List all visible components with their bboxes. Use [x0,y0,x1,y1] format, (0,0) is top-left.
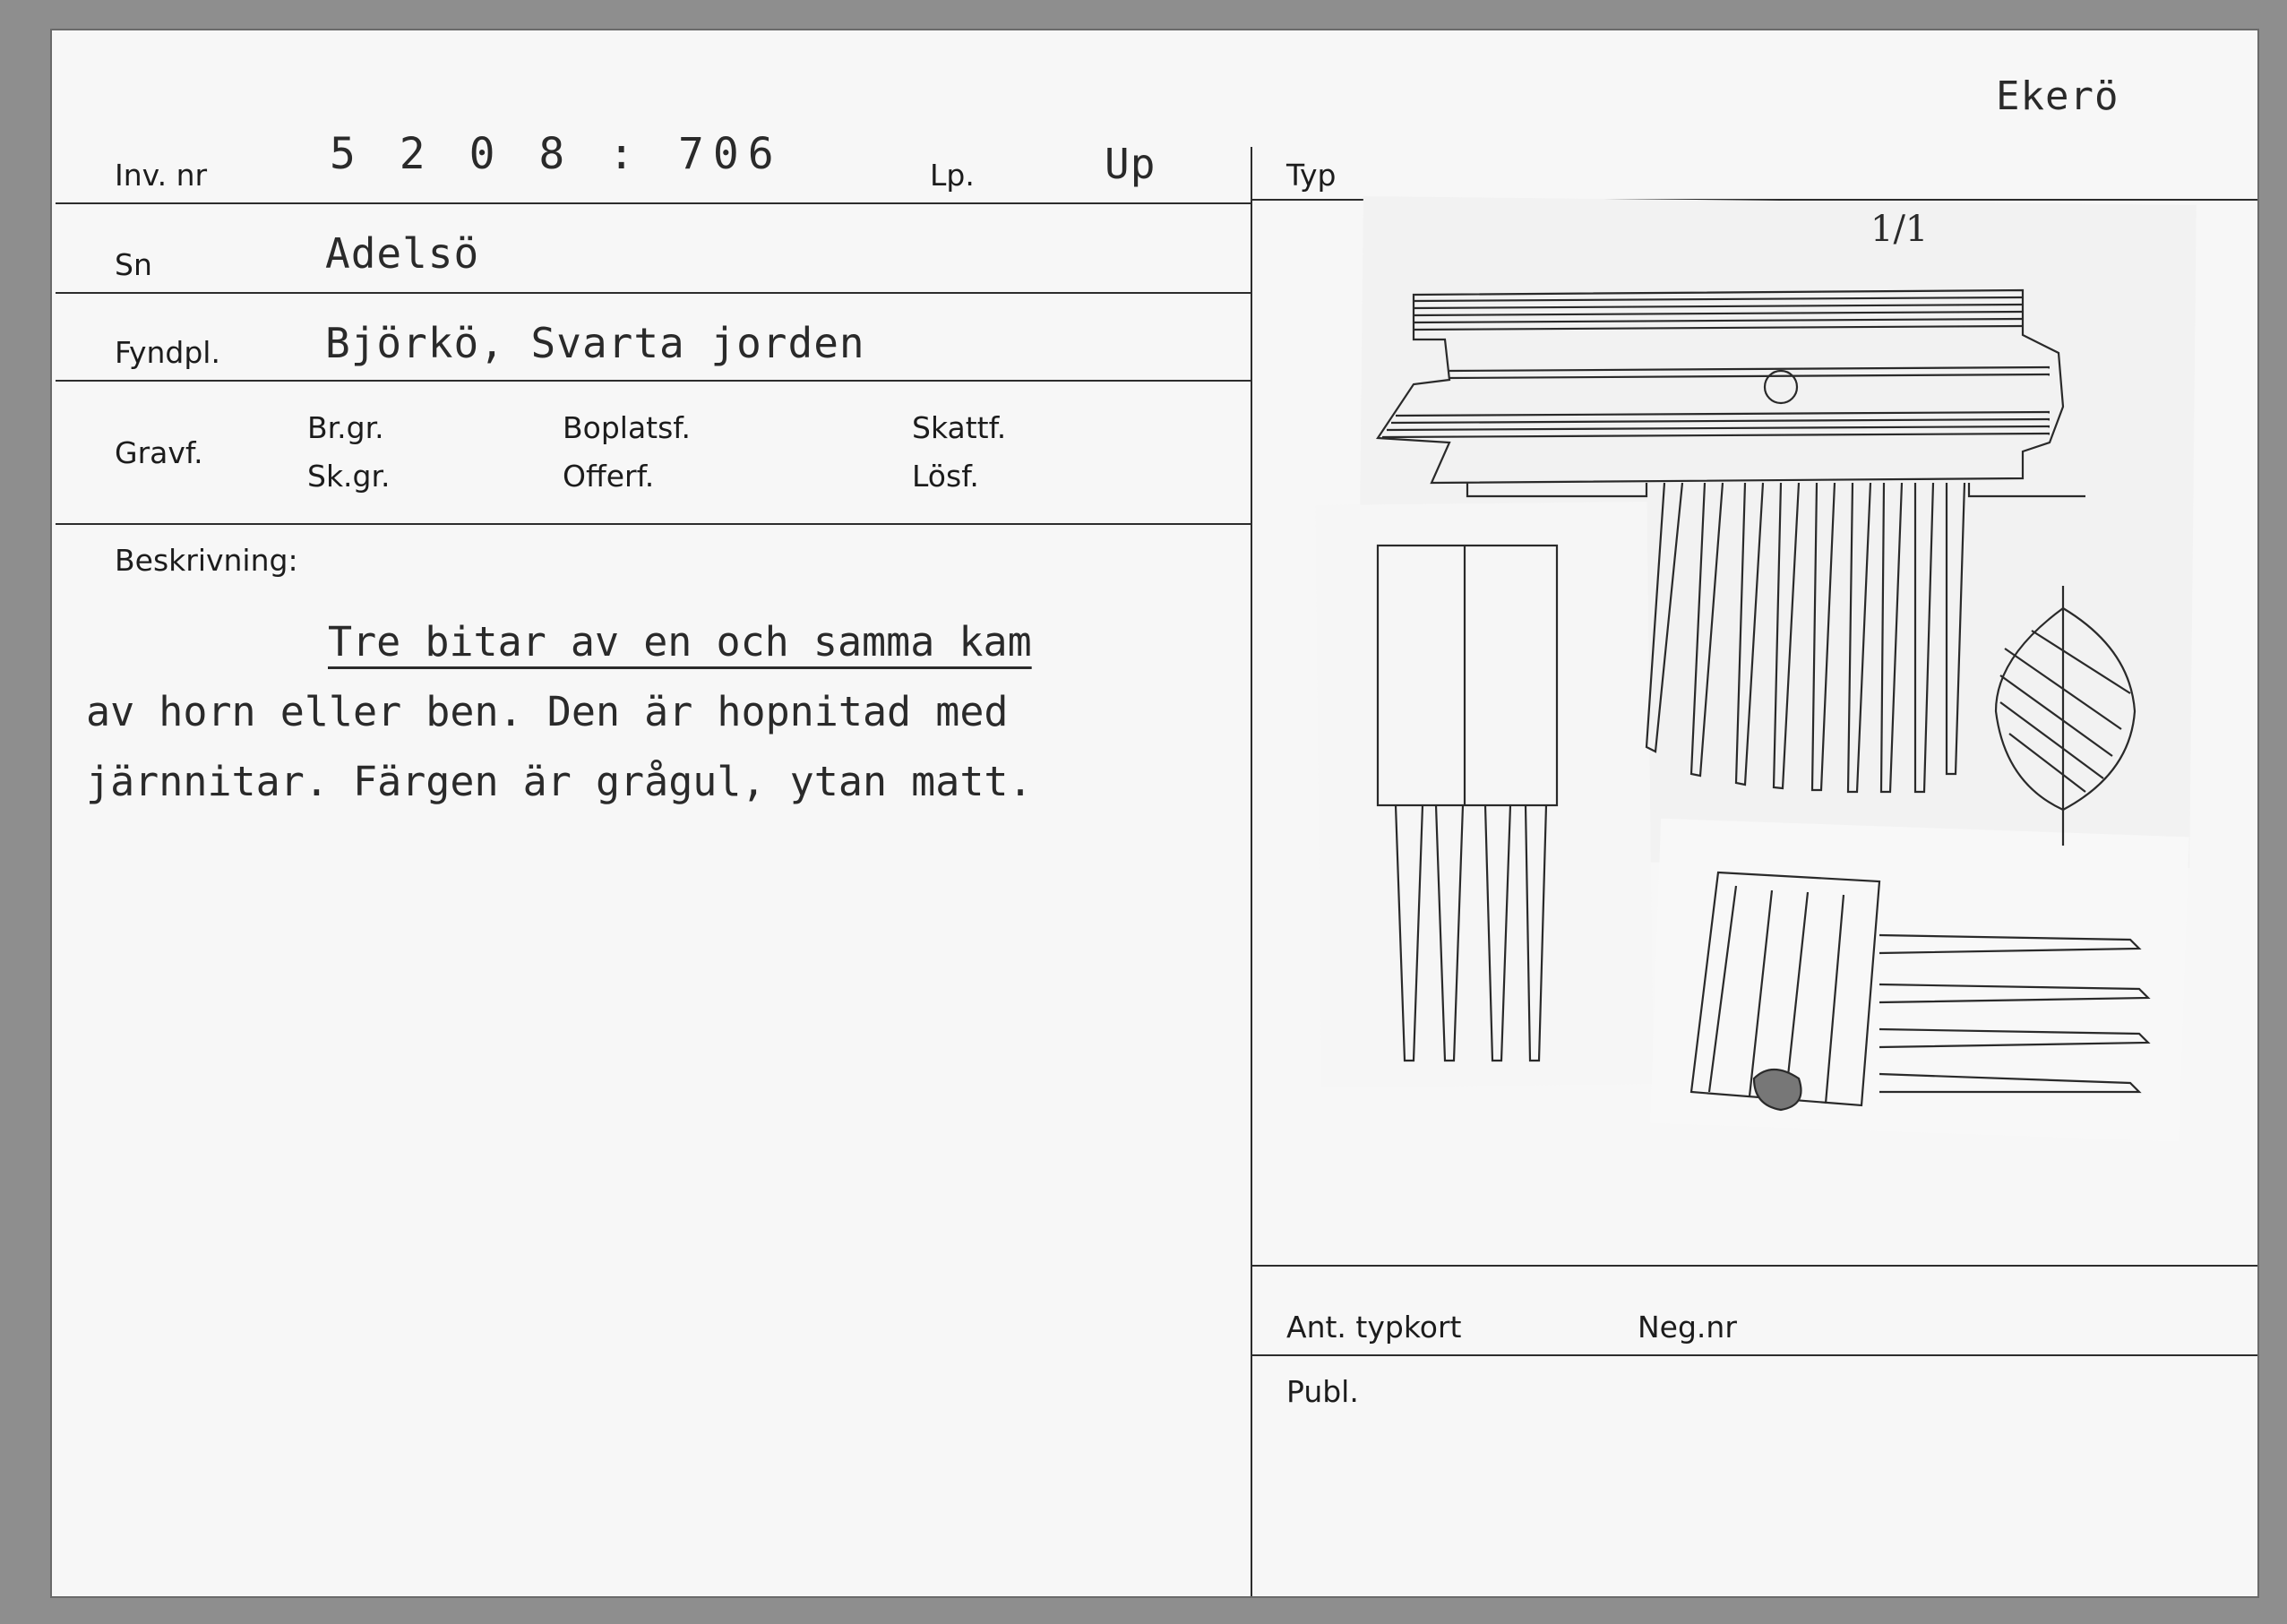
scale-label: 1/1 [1870,209,1929,250]
comb-drawings [52,30,2257,1596]
typ-label: Typ [1286,158,1337,193]
description-line-1: Tre bitar av en och samma kam [328,618,1032,666]
comb-cross-section-drawing [1996,586,2135,846]
catalog-card [52,30,2257,1596]
losf-label: Lösf. [912,459,979,494]
description-line-3: järnnitar. Färgen är grågul, ytan matt. [86,758,1033,805]
sn-label: Sn [115,247,152,282]
gravf-label: Gravf. [115,435,203,470]
description-line-2: av horn eller ben. Den är hopnitad med [86,688,1009,735]
inv-label: Inv. nr [115,158,208,193]
skgr-label: Sk.gr. [307,459,391,494]
skattf-label: Skattf. [912,410,1007,445]
brgr-label: Br.gr. [307,410,384,445]
fyndpl-value: Björkö, Svarta jorden [325,319,865,367]
neg-nr-label: Neg.nr [1638,1310,1737,1345]
region-value: Ekerö [1996,73,2119,119]
ant-typkort-label: Ant. typkort [1286,1310,1462,1345]
description-label: Beskrivning: [115,543,298,578]
publ-label: Publ. [1286,1374,1359,1409]
comb-main-drawing [1378,209,2085,792]
fyndpl-label: Fyndpl. [115,335,220,370]
lp-label: Lp. [930,158,975,193]
sn-value: Adelsö [325,229,480,278]
inv-value: 5 2 0 8 : 706 [330,129,783,179]
comb-fragment-right-drawing [1691,872,2148,1110]
lp-value: Up [1105,140,1156,188]
offerf-label: Offerf. [563,459,655,494]
boplatsf-label: Boplatsf. [563,410,692,445]
comb-fragment-left-drawing [1378,546,1557,1061]
